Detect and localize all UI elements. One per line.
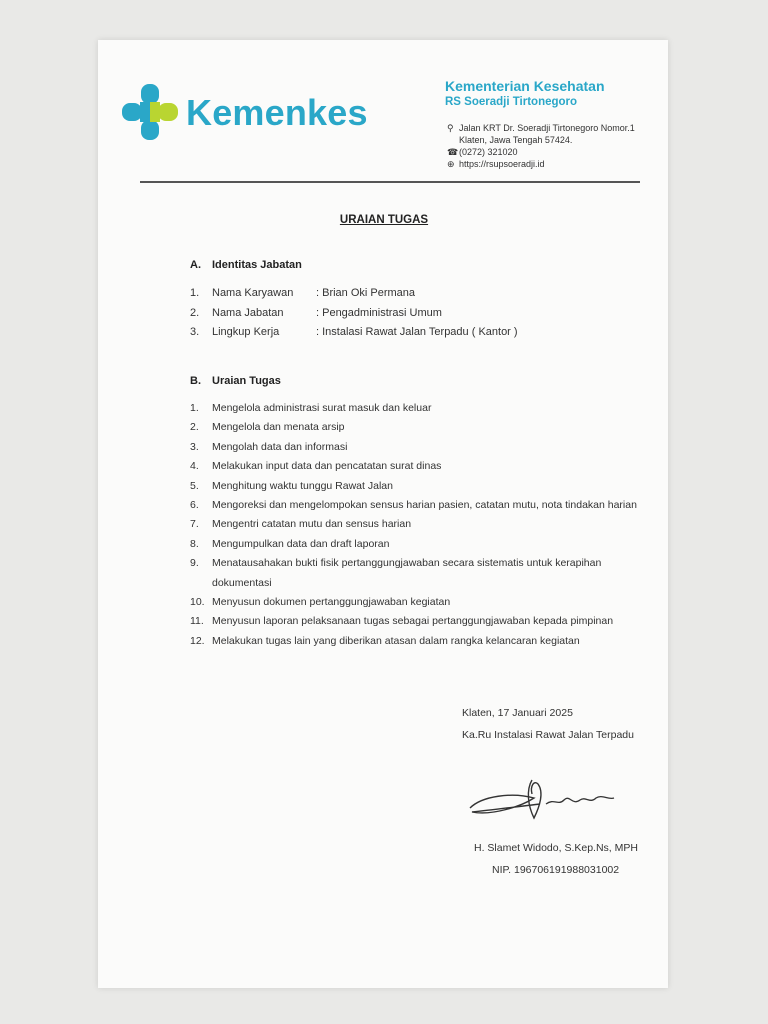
phone-row (447, 146, 635, 158)
list-item (190, 635, 637, 654)
list-item (190, 557, 637, 576)
item-text: Mengumpulkan data dan draft laporan (212, 537, 390, 550)
section-b-letter: B. (190, 375, 201, 387)
contact-info (447, 122, 635, 170)
identity-value: : Instalasi Rawat Jalan Terpadu ( Kantor ) (316, 326, 518, 338)
item-text: Menyusun dokumen pertanggungjawaban kegiatan (212, 595, 451, 608)
item-num: 4. (190, 460, 199, 473)
list-item (190, 518, 637, 537)
list-item (190, 402, 637, 421)
signature-block (462, 707, 634, 751)
signer-name: H. Slamet Widodo, S.Kep.Ns, MPH (474, 842, 638, 854)
signer-nip: NIP. 196706191988031002 (492, 864, 620, 876)
list-item (190, 499, 637, 518)
item-num: 12. (190, 634, 205, 647)
phone-icon: ☎ (447, 147, 459, 157)
list-item-continuation (190, 577, 637, 596)
item-num: 2. (190, 421, 199, 434)
item-text: Menatausahakan bukti fisik pertanggungjawaban secara sistematis untuk kerapihan (212, 557, 602, 570)
address-line1: Jalan KRT Dr. Soeradji Tirtonegoro Nomor.1 (459, 123, 635, 133)
item-text: Mengolah data dan informasi (212, 440, 348, 453)
ministry-name: Kementerian Kesehatan (445, 78, 605, 94)
list-item (190, 538, 637, 557)
duties-list (190, 402, 637, 654)
list-item (190, 460, 637, 479)
item-num: 10. (190, 595, 205, 608)
item-num: 6. (190, 498, 199, 511)
signer-position: Ka.Ru Instalasi Rawat Jalan Terpadu (462, 729, 634, 741)
brand-name: Kemenkes (186, 92, 368, 133)
list-item (190, 615, 637, 634)
location-icon: ⚲ (447, 123, 454, 133)
phone-number: (0272) 321020 (459, 147, 518, 157)
identity-num: 2. (190, 306, 200, 319)
section-b-title: Uraian Tugas (212, 375, 281, 387)
website-link[interactable]: https://rsupsoeradji.id (459, 159, 545, 169)
identity-label: Nama Jabatan (212, 306, 284, 319)
document-title: URAIAN TUGAS (339, 214, 429, 226)
item-text-continuation: dokumentasi (212, 576, 272, 589)
list-item (190, 421, 637, 440)
section-a-letter: A. (190, 259, 201, 271)
item-text: Menyusun laporan pelaksanaan tugas sebagai pertanggungjawaban kepada pimpinan (212, 615, 614, 628)
header-divider (140, 181, 640, 183)
identity-table (190, 287, 518, 346)
item-text: Mengelola administrasi surat masuk dan keluar (212, 402, 432, 414)
website-row (447, 158, 635, 170)
section-b-heading (190, 375, 281, 387)
item-text: Melakukan input data dan pencatatan surat dinas (212, 460, 442, 473)
item-text: Mengelola dan menata arsip (212, 421, 345, 434)
list-item (190, 441, 637, 460)
item-num: 5. (190, 479, 199, 492)
item-num: 1. (190, 402, 199, 414)
item-text: Mengoreksi dan mengelompokan sensus harian pasien, catatan mutu, nota tindakan harian (212, 498, 637, 511)
list-item (190, 596, 637, 615)
identity-row (190, 326, 518, 346)
identity-label: Nama Karyawan (212, 287, 294, 299)
identity-value: : Pengadministrasi Umum (316, 306, 442, 319)
item-text: Melakukan tugas lain yang diberikan atasan dalam rangka kelancaran kegiatan (212, 634, 580, 647)
address-line2: Klaten, Jawa Tengah 57424. (459, 135, 573, 145)
item-num: 7. (190, 518, 199, 531)
place-date: Klaten, 17 Januari 2025 (462, 707, 573, 719)
address-row-2 (447, 134, 635, 146)
identity-num: 1. (190, 287, 200, 299)
identity-row (190, 287, 518, 307)
section-a-title: Identitas Jabatan (212, 259, 302, 271)
kemenkes-logo-icon (120, 82, 180, 142)
item-text: Mengentri catatan mutu dan sensus harian (212, 518, 412, 531)
handwritten-signature (462, 776, 622, 822)
organization-header (445, 78, 605, 108)
identity-label: Lingkup Kerja (212, 326, 280, 338)
address-row (447, 122, 635, 134)
item-text: Menghitung waktu tunggu Rawat Jalan (212, 479, 393, 492)
identity-row (190, 307, 518, 327)
list-item (190, 480, 637, 499)
item-num: 3. (190, 440, 199, 453)
identity-num: 3. (190, 326, 200, 338)
item-num: 9. (190, 557, 199, 570)
item-num: 8. (190, 537, 199, 550)
identity-value: : Brian Oki Permana (316, 287, 416, 299)
hospital-name: RS Soeradji Tirtonegoro (445, 96, 578, 108)
section-a-heading (190, 259, 302, 271)
item-num: 11. (190, 615, 204, 628)
globe-icon: ⊕ (447, 159, 455, 169)
